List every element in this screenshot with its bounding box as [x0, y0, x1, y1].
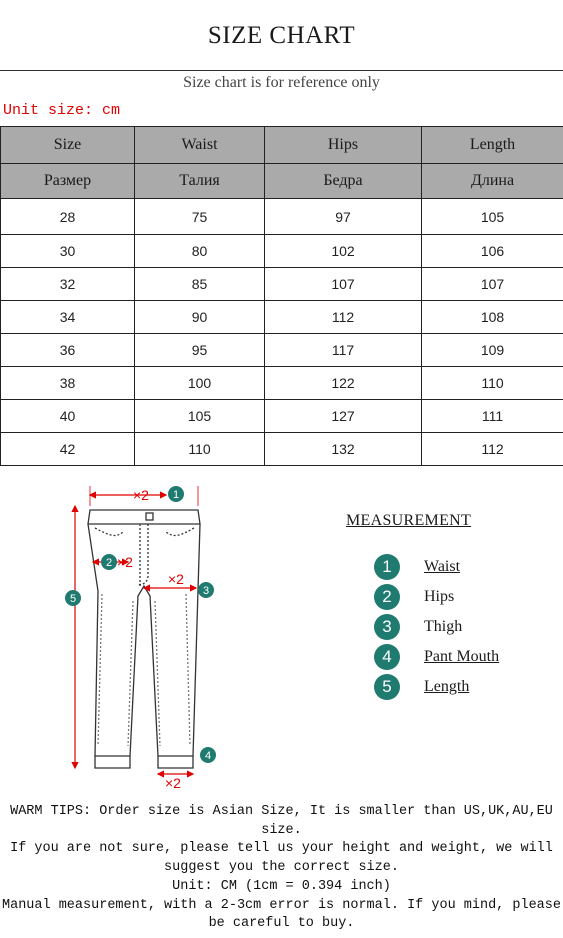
table-cell: 105 [135, 400, 265, 433]
table-row [1, 334, 563, 367]
marker-badge: 2 [374, 584, 400, 610]
measurement-label: Pant Mouth [424, 648, 500, 665]
marker-badge: 1 [374, 554, 400, 580]
tips-line-1: WARM TIPS: Order size is Asian Size, It is smaller than US,UK,AU,EU size. [10, 804, 553, 838]
svg-text:5: 5 [69, 593, 77, 605]
table-cell: 75 [135, 199, 265, 235]
warm-tips [0, 803, 563, 934]
table-row [1, 301, 563, 334]
table-cell: 107 [265, 268, 422, 301]
table-cell: 117 [265, 334, 422, 367]
table-cell: 36 [1, 334, 135, 367]
header-hips-ru: Бедра [265, 164, 422, 199]
measurement-title: MEASUREMENT [346, 512, 472, 529]
pants-outline [88, 510, 200, 768]
size-table [0, 126, 563, 466]
header-waist-ru: Талия [135, 164, 265, 199]
header-length-ru: Длина [422, 164, 563, 199]
table-cell: 42 [1, 433, 135, 466]
table-cell: 90 [135, 301, 265, 334]
page-title: SIZE CHART [207, 22, 356, 49]
table-cell: 110 [422, 367, 563, 400]
marker-badge: 3 [374, 614, 400, 640]
measurement-list [374, 552, 499, 702]
table-cell: 122 [265, 367, 422, 400]
header-length: Length [422, 127, 563, 164]
measurement-label: Waist [424, 558, 461, 575]
table-cell: 38 [1, 367, 135, 400]
measurement-item-length [374, 672, 499, 702]
table-cell: 105 [422, 199, 563, 235]
svg-text:2: 2 [105, 557, 113, 569]
svg-text:1: 1 [172, 489, 180, 501]
measurement-item-thigh [374, 612, 499, 642]
table-row [1, 400, 563, 433]
table-cell: 112 [422, 433, 563, 466]
unit-label: Unit size: cm [3, 102, 121, 119]
table-cell: 112 [265, 301, 422, 334]
title-divider [0, 70, 563, 71]
header-size-ru: Размер [1, 164, 135, 199]
table-cell: 100 [135, 367, 265, 400]
tips-line-2: If you are not sure, please tell us your height and weight, we will suggest you the correct size. [10, 841, 553, 876]
tips-line-4: Manual measurement, with a 2-3cm error is normal. If you mind, please be careful to buy. [2, 897, 561, 932]
x2-label-waist: ×2 [133, 487, 149, 503]
svg-text:3: 3 [202, 585, 210, 597]
marker-2 [101, 554, 117, 570]
table-row [1, 199, 563, 235]
measurement-label: Hips [424, 588, 455, 605]
marker-1 [168, 486, 184, 502]
table-cell: 132 [265, 433, 422, 466]
table-cell: 40 [1, 400, 135, 433]
measurement-item-pant-mouth [374, 642, 499, 672]
table-cell: 95 [135, 334, 265, 367]
table-cell: 127 [265, 400, 422, 433]
table-cell: 80 [135, 235, 265, 268]
table-cell: 34 [1, 301, 135, 334]
table-cell: 85 [135, 268, 265, 301]
subtitle: Size chart is for reference only [183, 74, 380, 91]
table-cell: 107 [422, 268, 563, 301]
marker-3 [198, 582, 214, 598]
table-cell: 106 [422, 235, 563, 268]
table-cell: 97 [265, 199, 422, 235]
marker-4 [200, 747, 216, 763]
table-cell: 28 [1, 199, 135, 235]
table-cell: 32 [1, 268, 135, 301]
table-cell: 30 [1, 235, 135, 268]
header-waist: Waist [135, 127, 265, 164]
table-row [1, 433, 563, 466]
table-cell: 108 [422, 301, 563, 334]
marker-badge: 5 [374, 674, 400, 700]
marker-badge: 4 [374, 644, 400, 670]
x2-label-hips: ×2 [117, 554, 133, 570]
table-cell: 110 [135, 433, 265, 466]
table-cell: 102 [265, 235, 422, 268]
header-size: Size [1, 127, 135, 164]
measurement-item-waist [374, 552, 499, 582]
table-row [1, 367, 563, 400]
table-header-row-en [1, 127, 563, 164]
measurement-item-hips [374, 582, 499, 612]
table-row [1, 235, 563, 268]
table-cell: 111 [422, 400, 563, 433]
x2-label-mouth: ×2 [165, 775, 181, 791]
x2-label-thigh: ×2 [168, 571, 184, 587]
svg-text:4: 4 [204, 750, 212, 762]
measurement-label: Thigh [424, 618, 463, 635]
tips-line-3: Unit: CM (1cm = 0.394 inch) [172, 878, 391, 894]
table-row [1, 268, 563, 301]
header-hips: Hips [265, 127, 422, 164]
table-cell: 109 [422, 334, 563, 367]
marker-5 [65, 590, 81, 606]
table-header-row-ru [1, 164, 563, 199]
measurement-label: Length [424, 678, 470, 695]
pants-diagram [58, 476, 228, 794]
